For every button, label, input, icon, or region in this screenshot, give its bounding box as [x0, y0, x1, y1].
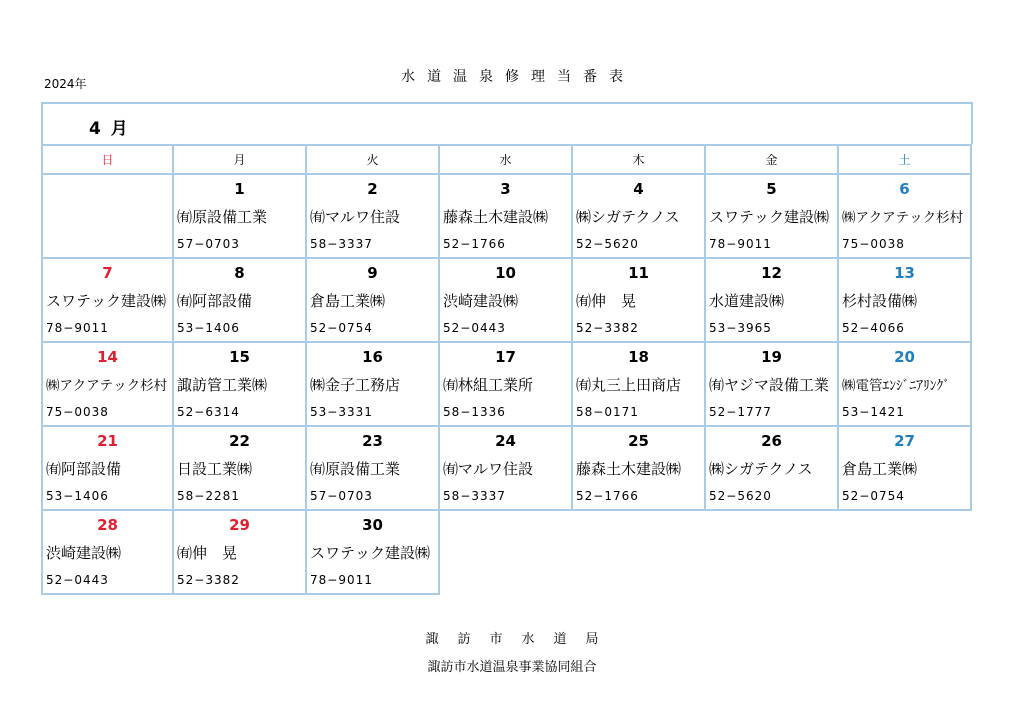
contractor-name: ㈲丸三上田商店 [576, 376, 682, 394]
phone-number: 78−9011 [46, 321, 109, 335]
day-cell [41, 427, 174, 511]
day-number: 6 [899, 180, 910, 198]
day-number: 11 [628, 264, 649, 282]
contractor-name: 諏訪管工業㈱ [177, 376, 268, 394]
weekday-header: 月 [174, 144, 307, 175]
day-cell [839, 427, 972, 511]
day-cell [307, 343, 440, 427]
phone-number: 58−3337 [310, 237, 373, 251]
phone-number: 78−9011 [310, 573, 373, 587]
contractor-name: 水道建設㈱ [709, 292, 785, 310]
phone-number: 75−0038 [842, 237, 905, 251]
duty-calendar [41, 102, 973, 595]
day-number: 17 [495, 348, 516, 366]
contractor-name: スワテック建設㈱ [709, 208, 830, 226]
weekday-header: 火 [307, 144, 440, 175]
weekday-header: 土 [839, 144, 972, 175]
contractor-name: スワテック建設㈱ [310, 544, 431, 562]
phone-number: 58−1336 [443, 405, 506, 419]
day-number: 12 [761, 264, 782, 282]
contractor-name: 杉村設備㈱ [842, 292, 918, 310]
day-number: 30 [362, 516, 383, 534]
phone-number: 52−6314 [177, 405, 240, 419]
day-cell [41, 511, 174, 595]
contractor-name: ㈲伸 晃 [576, 292, 637, 310]
footer-union: 諏訪市水道温泉事業協同組合 [427, 660, 597, 675]
day-cell [706, 259, 839, 343]
phone-number: 52−1766 [443, 237, 506, 251]
empty-day-cell [41, 175, 174, 259]
day-number: 8 [234, 264, 245, 282]
day-number: 16 [362, 348, 383, 366]
day-number: 22 [229, 432, 250, 450]
day-cell [307, 427, 440, 511]
day-number: 27 [894, 432, 915, 450]
day-number: 21 [97, 432, 118, 450]
day-number: 4 [633, 180, 644, 198]
phone-number: 52−5620 [576, 237, 639, 251]
phone-number: 75−0038 [46, 405, 109, 419]
contractor-name: ㈲阿部設備 [46, 460, 122, 478]
contractor-name: ㈲原設備工業 [310, 460, 401, 478]
day-number: 18 [628, 348, 649, 366]
contractor-name: ㈱アクアテック杉村 [842, 210, 964, 226]
phone-number: 78−9011 [709, 237, 772, 251]
contractor-name: 倉島工業㈱ [310, 292, 386, 310]
phone-number: 53−1421 [842, 405, 905, 419]
contractor-name: ㈲ヤジマ設備工業 [709, 376, 829, 394]
day-cell [706, 427, 839, 511]
phone-number: 53−3331 [310, 405, 373, 419]
day-number: 10 [495, 264, 516, 282]
calendar-grid [41, 144, 973, 595]
day-cell [41, 259, 174, 343]
day-number: 2 [367, 180, 378, 198]
day-cell [573, 259, 706, 343]
day-cell [41, 343, 174, 427]
footer-organization: 諏訪市水道局 [425, 632, 618, 647]
phone-number: 58−3337 [443, 489, 506, 503]
contractor-name: ㈲マルワ住設 [310, 208, 401, 226]
contractor-name: ㈲マルワ住設 [443, 460, 534, 478]
phone-number: 52−1766 [576, 489, 639, 503]
contractor-name: ㈱金子工務店 [310, 376, 401, 394]
contractor-name: 藤森土木建設㈱ [576, 460, 682, 478]
contractor-name: ㈱シガテクノス [709, 460, 813, 478]
day-number: 29 [229, 516, 250, 534]
day-number: 23 [362, 432, 383, 450]
blank-space [839, 511, 972, 595]
phone-number: 57−0703 [177, 237, 240, 251]
day-cell [573, 427, 706, 511]
day-cell [174, 259, 307, 343]
phone-number: 58−2281 [177, 489, 240, 503]
month-header [41, 102, 973, 144]
phone-number: 52−0754 [310, 321, 373, 335]
weekday-header: 日 [41, 144, 174, 175]
day-cell [307, 511, 440, 595]
day-number: 1 [234, 180, 245, 198]
contractor-name: ㈱シガテクノス [576, 208, 680, 226]
day-cell [706, 343, 839, 427]
day-number: 28 [97, 516, 118, 534]
phone-number: 52−1777 [709, 405, 772, 419]
day-cell [174, 343, 307, 427]
day-cell [839, 175, 972, 259]
phone-number: 52−0443 [443, 321, 506, 335]
day-number: 7 [102, 264, 113, 282]
contractor-name: スワテック建設㈱ [46, 292, 167, 310]
phone-number: 52−3382 [177, 573, 240, 587]
contractor-name: 藤森土木建設㈱ [443, 208, 549, 226]
day-number: 25 [628, 432, 649, 450]
contractor-name: 日設工業㈱ [177, 460, 253, 478]
day-cell [839, 259, 972, 343]
blank-space [573, 511, 706, 595]
day-number: 19 [761, 348, 782, 366]
page-title: 水道温泉修理当番表 [401, 69, 635, 85]
day-number: 13 [894, 264, 915, 282]
phone-number: 52−5620 [709, 489, 772, 503]
day-cell [573, 343, 706, 427]
weekday-header: 金 [706, 144, 839, 175]
phone-number: 52−4066 [842, 321, 905, 335]
day-cell [440, 175, 573, 259]
contractor-name: ㈱アクアテック杉村 [46, 378, 168, 394]
blank-space [706, 511, 839, 595]
day-cell [440, 343, 573, 427]
contractor-name: 渋崎建設㈱ [46, 544, 122, 562]
day-number: 15 [229, 348, 250, 366]
phone-number: 52−0443 [46, 573, 109, 587]
day-cell [839, 343, 972, 427]
day-cell [174, 175, 307, 259]
day-cell [174, 427, 307, 511]
year-label: 2024年 [44, 77, 87, 91]
day-number: 5 [766, 180, 777, 198]
phone-number: 52−3382 [576, 321, 639, 335]
contractor-name: ㈲阿部設備 [177, 292, 253, 310]
day-number: 14 [97, 348, 118, 366]
phone-number: 52−0754 [842, 489, 905, 503]
day-number: 26 [761, 432, 782, 450]
blank-space [440, 511, 573, 595]
day-number: 3 [500, 180, 511, 198]
weekday-header: 水 [440, 144, 573, 175]
phone-number: 57−0703 [310, 489, 373, 503]
day-cell [174, 511, 307, 595]
contractor-name: ㈲伸 晃 [177, 544, 238, 562]
day-cell [440, 427, 573, 511]
contractor-name: ㈱電管ｴﾝｼﾞﾆｱﾘﾝｸﾞ [842, 378, 950, 394]
phone-number: 53−1406 [46, 489, 109, 503]
phone-number: 58−0171 [576, 405, 639, 419]
contractor-name: 倉島工業㈱ [842, 460, 918, 478]
day-number: 24 [495, 432, 516, 450]
phone-number: 53−3965 [709, 321, 772, 335]
day-number: 9 [367, 264, 378, 282]
day-cell [307, 259, 440, 343]
contractor-name: 渋崎建設㈱ [443, 292, 519, 310]
phone-number: 53−1406 [177, 321, 240, 335]
contractor-name: ㈲原設備工業 [177, 208, 268, 226]
contractor-name: ㈲林組工業所 [443, 376, 534, 394]
day-cell [440, 259, 573, 343]
day-cell [573, 175, 706, 259]
weekday-header: 木 [573, 144, 706, 175]
day-cell [307, 175, 440, 259]
day-cell [706, 175, 839, 259]
month-label: 4 月 [89, 119, 130, 139]
day-number: 20 [894, 348, 915, 366]
